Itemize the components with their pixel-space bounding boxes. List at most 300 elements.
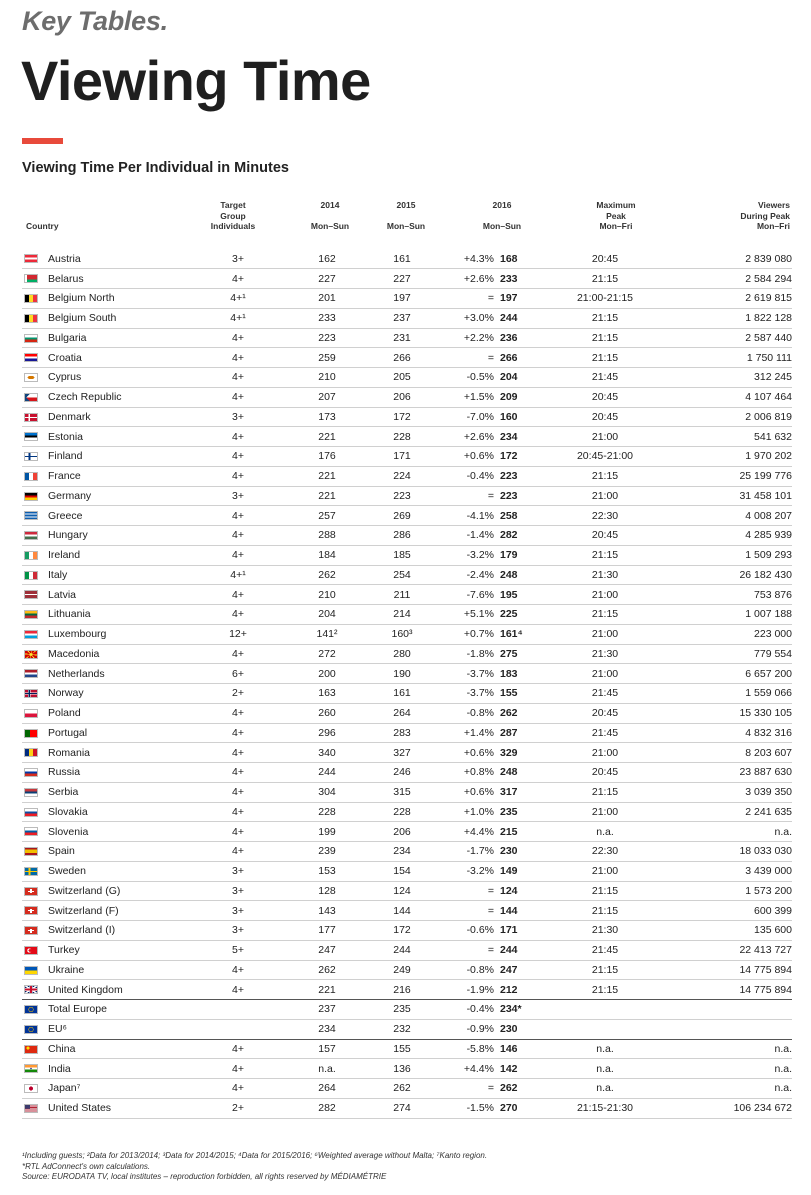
table-row: [22, 802, 792, 822]
cell-peak: 21:00: [560, 861, 650, 881]
cell-change: +3.0%: [423, 308, 500, 328]
cell-peak: 21:30: [560, 565, 650, 585]
flag-cell: [22, 447, 48, 467]
cell-y2015: 315: [381, 782, 423, 802]
cell-y2016: 236: [500, 328, 560, 348]
cell-target: 4+: [203, 526, 273, 546]
cell-viewers: 31 458 101: [650, 486, 792, 506]
cell-y2014: 184: [273, 545, 381, 565]
cell-target: 4+: [203, 348, 273, 368]
table-row: [22, 486, 792, 506]
accent-bar: [22, 138, 63, 144]
table-row: [22, 348, 792, 368]
flag-cell: [22, 1000, 48, 1020]
cell-change: -1.5%: [423, 1098, 500, 1118]
cell-target: 4+: [203, 960, 273, 980]
cell-y2016: 209: [500, 387, 560, 407]
japan-flag-icon: [24, 1084, 38, 1093]
cell-y2016: 168: [500, 249, 560, 269]
cell-country: Romania: [48, 743, 203, 763]
cell-y2015: 216: [381, 980, 423, 1000]
cell-y2015: 136: [381, 1059, 423, 1079]
cell-peak: 20:45: [560, 763, 650, 783]
cell-change: +4.4%: [423, 1059, 500, 1079]
cell-y2014: 264: [273, 1079, 381, 1099]
cell-viewers: 25 199 776: [650, 466, 792, 486]
flag-cell: [22, 743, 48, 763]
cell-change: =: [423, 1079, 500, 1099]
header-target: Target Group Individuals: [210, 200, 256, 231]
flag-cell: [22, 782, 48, 802]
cell-y2014: 244: [273, 763, 381, 783]
cell-y2015: 154: [381, 861, 423, 881]
cell-country: China: [48, 1039, 203, 1059]
cell-change: -1.7%: [423, 842, 500, 862]
cell-y2014: 304: [273, 782, 381, 802]
cell-country: Netherlands: [48, 664, 203, 684]
luxembourg-flag-icon: [24, 630, 38, 639]
cell-y2015: 286: [381, 526, 423, 546]
flag-cell: [22, 249, 48, 269]
cell-viewers: [650, 1000, 792, 1020]
table-row: [22, 842, 792, 862]
cell-y2016: 244: [500, 940, 560, 960]
cell-y2016: 270: [500, 1098, 560, 1118]
cell-change: =: [423, 289, 500, 309]
cell-peak: 21:15: [560, 901, 650, 921]
cell-viewers: 4 832 316: [650, 723, 792, 743]
cell-viewers: 18 033 030: [650, 842, 792, 862]
cell-y2016: 262: [500, 703, 560, 723]
cell-y2016: 275: [500, 644, 560, 664]
cell-y2014: 288: [273, 526, 381, 546]
flag-cell: [22, 901, 48, 921]
cell-y2015: 280: [381, 644, 423, 664]
cell-peak: [560, 1000, 650, 1020]
cell-y2016: 234*: [500, 1000, 560, 1020]
cell-y2014: 176: [273, 447, 381, 467]
belgium-flag-icon: [24, 294, 38, 303]
cell-viewers: 2 587 440: [650, 328, 792, 348]
cell-country: Macedonia: [48, 644, 203, 664]
footnotes: [22, 1151, 487, 1183]
cell-peak: 21:00: [560, 585, 650, 605]
flag-cell: [22, 763, 48, 783]
table-row: [22, 763, 792, 783]
cell-y2016: 149: [500, 861, 560, 881]
cell-target: 4+: [203, 387, 273, 407]
cell-target: 4+: [203, 782, 273, 802]
austria-flag-icon: [24, 254, 38, 263]
cell-country: Russia: [48, 763, 203, 783]
cell-target: 4+: [203, 763, 273, 783]
flag-cell: [22, 486, 48, 506]
flag-cell: [22, 921, 48, 941]
cell-y2016: 144: [500, 901, 560, 921]
table-row: [22, 940, 792, 960]
flag-cell: [22, 348, 48, 368]
cell-y2016: 179: [500, 545, 560, 565]
cell-country: Germany: [48, 486, 203, 506]
cell-y2016: 171: [500, 921, 560, 941]
norway-flag-icon: [24, 689, 38, 698]
cell-y2016: 183: [500, 664, 560, 684]
flag-cell: [22, 802, 48, 822]
cell-peak: 21:15: [560, 348, 650, 368]
flag-cell: [22, 585, 48, 605]
cell-country: EU⁶: [48, 1019, 203, 1039]
cell-target: 4+: [203, 1039, 273, 1059]
poland-flag-icon: [24, 709, 38, 718]
cell-change: +2.2%: [423, 328, 500, 348]
header-country: Country: [26, 221, 59, 231]
turkey-flag-icon: [24, 946, 38, 955]
table-row: [22, 743, 792, 763]
cell-y2015: 211: [381, 585, 423, 605]
cell-y2015: 249: [381, 960, 423, 980]
cell-viewers: 3 439 000: [650, 861, 792, 881]
cell-y2014: 233: [273, 308, 381, 328]
cell-target: 3+: [203, 861, 273, 881]
cell-peak: 21:15: [560, 960, 650, 980]
flag-cell: [22, 624, 48, 644]
cell-change: +0.6%: [423, 447, 500, 467]
cell-peak: 21:00: [560, 664, 650, 684]
cell-y2015: 262: [381, 1079, 423, 1099]
cell-y2014: 227: [273, 269, 381, 289]
cell-y2015: 246: [381, 763, 423, 783]
cell-target: 4+: [203, 545, 273, 565]
table-row: [22, 624, 792, 644]
flag-cell: [22, 861, 48, 881]
cell-target: 4+: [203, 427, 273, 447]
cell-target: 3+: [203, 921, 273, 941]
latvia-flag-icon: [24, 590, 38, 599]
cell-country: Ireland: [48, 545, 203, 565]
table-row: [22, 545, 792, 565]
cell-y2014: 210: [273, 368, 381, 388]
cell-target: 2+: [203, 684, 273, 704]
cell-change: +2.6%: [423, 269, 500, 289]
cell-target: 4+¹: [203, 289, 273, 309]
cell-peak: 22:30: [560, 506, 650, 526]
cell-country: Finland: [48, 447, 203, 467]
table-row: [22, 1059, 792, 1079]
cell-viewers: 14 775 894: [650, 960, 792, 980]
cell-change: =: [423, 348, 500, 368]
cell-peak: n.a.: [560, 1039, 650, 1059]
cell-y2016: 223: [500, 466, 560, 486]
cell-country: Czech Republic: [48, 387, 203, 407]
table-row: [22, 1000, 792, 1020]
source-line: Source: EURODATA TV, local institutes – reproduction forbidden, all rights reserved by MÉDIAMÉTRIE: [22, 1172, 387, 1181]
cell-y2016: 197: [500, 289, 560, 309]
cell-y2014: 177: [273, 921, 381, 941]
cell-change: =: [423, 940, 500, 960]
cell-change: -2.4%: [423, 565, 500, 585]
cell-y2015: 172: [381, 407, 423, 427]
cell-y2015: 274: [381, 1098, 423, 1118]
cell-change: -3.7%: [423, 684, 500, 704]
cell-change: -0.8%: [423, 703, 500, 723]
cell-target: 4+: [203, 743, 273, 763]
cell-y2015: 234: [381, 842, 423, 862]
table-row: [22, 703, 792, 723]
cell-change: -3.2%: [423, 545, 500, 565]
cell-y2015: 124: [381, 881, 423, 901]
flag-cell: [22, 881, 48, 901]
italy-flag-icon: [24, 571, 38, 580]
cell-y2014: 204: [273, 605, 381, 625]
table-row: [22, 1079, 792, 1099]
cell-target: 6+: [203, 664, 273, 684]
cell-change: -0.8%: [423, 960, 500, 980]
cell-change: +5.1%: [423, 605, 500, 625]
cell-country: Belgium South: [48, 308, 203, 328]
cell-country: Slovenia: [48, 822, 203, 842]
cell-peak: 20:45: [560, 526, 650, 546]
cell-country: Poland: [48, 703, 203, 723]
table-row: [22, 881, 792, 901]
cell-y2014: 173: [273, 407, 381, 427]
cell-change: -1.8%: [423, 644, 500, 664]
cell-y2015: 155: [381, 1039, 423, 1059]
cell-peak: 21:15: [560, 605, 650, 625]
cell-viewers: 2 839 080: [650, 249, 792, 269]
cell-viewers: 1 509 293: [650, 545, 792, 565]
eu-flag-icon: [24, 1025, 38, 1034]
slovenia-flag-icon: [24, 827, 38, 836]
flag-cell: [22, 1019, 48, 1039]
cell-peak: [560, 1019, 650, 1039]
finland-flag-icon: [24, 452, 38, 461]
cell-y2014: 157: [273, 1039, 381, 1059]
cell-y2016: 124: [500, 881, 560, 901]
table-row: [22, 269, 792, 289]
cell-target: 3+: [203, 407, 273, 427]
cell-peak: 21:00: [560, 427, 650, 447]
cell-country: Total Europe: [48, 1000, 203, 1020]
cell-target: 4+: [203, 328, 273, 348]
cell-y2014: 237: [273, 1000, 381, 1020]
flag-cell: [22, 842, 48, 862]
cell-change: +1.5%: [423, 387, 500, 407]
cell-country: France: [48, 466, 203, 486]
cell-y2015: 197: [381, 289, 423, 309]
flag-cell: [22, 308, 48, 328]
cell-y2016: 287: [500, 723, 560, 743]
india-flag-icon: [24, 1064, 38, 1073]
header-2015: 2015 Mon–Sun: [386, 200, 426, 231]
flag-cell: [22, 1039, 48, 1059]
cell-viewers: 2 584 294: [650, 269, 792, 289]
cell-peak: 21:45: [560, 940, 650, 960]
cell-peak: 21:00-21:15: [560, 289, 650, 309]
cell-target: 4+: [203, 506, 273, 526]
cell-viewers: 23 887 630: [650, 763, 792, 783]
cell-y2015: 237: [381, 308, 423, 328]
cell-y2015: 232: [381, 1019, 423, 1039]
cell-change: +4.4%: [423, 822, 500, 842]
cell-y2016: 160: [500, 407, 560, 427]
cell-country: Hungary: [48, 526, 203, 546]
cell-y2014: 259: [273, 348, 381, 368]
cell-viewers: 1 573 200: [650, 881, 792, 901]
table-row: [22, 901, 792, 921]
cell-y2016: 155: [500, 684, 560, 704]
cell-viewers: 2 619 815: [650, 289, 792, 309]
cell-y2015: 185: [381, 545, 423, 565]
cell-target: 3+: [203, 901, 273, 921]
cell-country: Lithuania: [48, 605, 203, 625]
cell-viewers: 22 413 727: [650, 940, 792, 960]
cell-change: -1.4%: [423, 526, 500, 546]
cell-y2015: 160³: [381, 624, 423, 644]
slovakia-flag-icon: [24, 808, 38, 817]
cell-viewers: 779 554: [650, 644, 792, 664]
cell-y2016: 235: [500, 802, 560, 822]
switzerland-flag-icon: [24, 906, 38, 915]
cell-peak: n.a.: [560, 822, 650, 842]
cell-y2016: 317: [500, 782, 560, 802]
portugal-flag-icon: [24, 729, 38, 738]
table-row: [22, 1039, 792, 1059]
page-title: Viewing Time: [21, 49, 371, 112]
cell-y2014: 262: [273, 565, 381, 585]
cell-y2014: 200: [273, 664, 381, 684]
cell-target: 4+: [203, 822, 273, 842]
table-row: [22, 407, 792, 427]
cell-target: 4+: [203, 368, 273, 388]
cell-target: 2+: [203, 1098, 273, 1118]
cell-change: -0.4%: [423, 1000, 500, 1020]
cell-peak: 21:15-21:30: [560, 1098, 650, 1118]
table-row: [22, 308, 792, 328]
cell-change: +0.8%: [423, 763, 500, 783]
flag-cell: [22, 427, 48, 447]
cell-target: 12+: [203, 624, 273, 644]
cell-y2014: 199: [273, 822, 381, 842]
cell-change: =: [423, 901, 500, 921]
table-row: [22, 328, 792, 348]
usa-flag-icon: [24, 1104, 38, 1113]
cell-y2015: 224: [381, 466, 423, 486]
cell-viewers: n.a.: [650, 1039, 792, 1059]
cell-y2016: 233: [500, 269, 560, 289]
cell-change: -3.2%: [423, 861, 500, 881]
cell-y2015: 223: [381, 486, 423, 506]
cell-y2014: 221: [273, 980, 381, 1000]
cell-y2014: n.a.: [273, 1059, 381, 1079]
cell-peak: 21:15: [560, 782, 650, 802]
table-row: [22, 526, 792, 546]
cell-change: -0.4%: [423, 466, 500, 486]
flag-cell: [22, 1098, 48, 1118]
flag-cell: [22, 684, 48, 704]
denmark-flag-icon: [24, 413, 38, 422]
flag-cell: [22, 328, 48, 348]
kicker-label: Key Tables.: [22, 6, 168, 36]
table-row: [22, 466, 792, 486]
cell-change: =: [423, 486, 500, 506]
cell-y2015: 228: [381, 427, 423, 447]
cell-viewers: 3 039 350: [650, 782, 792, 802]
cell-peak: 20:45: [560, 387, 650, 407]
cell-y2014: 239: [273, 842, 381, 862]
cell-y2016: 258: [500, 506, 560, 526]
cell-viewers: 600 399: [650, 901, 792, 921]
cell-target: 4+¹: [203, 308, 273, 328]
cell-viewers: 14 775 894: [650, 980, 792, 1000]
cell-peak: 21:15: [560, 328, 650, 348]
cell-viewers: 1 559 066: [650, 684, 792, 704]
flag-cell: [22, 605, 48, 625]
cell-y2014: 228: [273, 802, 381, 822]
cell-y2014: 260: [273, 703, 381, 723]
cell-y2016: 212: [500, 980, 560, 1000]
cell-y2014: 221: [273, 466, 381, 486]
cell-target: 3+: [203, 881, 273, 901]
header-viewers: Viewers During Peak Mon–Fri: [740, 200, 790, 231]
cell-change: -7.6%: [423, 585, 500, 605]
cell-target: 3+: [203, 486, 273, 506]
footnote-line: *RTL AdConnect's own calculations.: [22, 1161, 151, 1171]
footnote-line: ¹Including guests; ²Data for 2013/2014; ³Data for 2014/2015; ⁴Data for 2015/2016; ⁶Weighted average without Malta; ⁷Kanto region.: [22, 1151, 488, 1160]
cell-y2016: 234: [500, 427, 560, 447]
estonia-flag-icon: [24, 432, 38, 441]
cell-y2015: 171: [381, 447, 423, 467]
greece-flag-icon: [24, 511, 38, 520]
table-row: [22, 368, 792, 388]
cell-viewers: n.a.: [650, 1079, 792, 1099]
cell-y2016: 161⁴: [500, 624, 560, 644]
cell-y2016: 146: [500, 1039, 560, 1059]
table-row: [22, 723, 792, 743]
flag-cell: [22, 1059, 48, 1079]
cell-viewers: 2 006 819: [650, 407, 792, 427]
cell-country: Greece: [48, 506, 203, 526]
cell-y2014: 296: [273, 723, 381, 743]
cell-y2015: 235: [381, 1000, 423, 1020]
cell-target: 4+: [203, 842, 273, 862]
cell-country: Denmark: [48, 407, 203, 427]
flag-cell: [22, 664, 48, 684]
cell-y2014: 340: [273, 743, 381, 763]
hungary-flag-icon: [24, 531, 38, 540]
cell-country: India: [48, 1059, 203, 1079]
cell-viewers: 4 008 207: [650, 506, 792, 526]
cell-target: [203, 1019, 273, 1039]
cell-change: +1.4%: [423, 723, 500, 743]
cell-peak: 21:00: [560, 802, 650, 822]
cell-change: -3.7%: [423, 664, 500, 684]
spain-flag-icon: [24, 847, 38, 856]
cell-y2014: 247: [273, 940, 381, 960]
cell-viewers: 26 182 430: [650, 565, 792, 585]
cell-country: Austria: [48, 249, 203, 269]
cell-y2016: 266: [500, 348, 560, 368]
cell-change: -4.1%: [423, 506, 500, 526]
cell-peak: 20:45: [560, 249, 650, 269]
cell-y2014: 234: [273, 1019, 381, 1039]
cell-peak: n.a.: [560, 1079, 650, 1099]
cell-peak: 22:30: [560, 842, 650, 862]
table-row: [22, 861, 792, 881]
table-row: [22, 664, 792, 684]
cell-viewers: 223 000: [650, 624, 792, 644]
cell-peak: 21:15: [560, 545, 650, 565]
uk-flag-icon: [24, 985, 38, 994]
